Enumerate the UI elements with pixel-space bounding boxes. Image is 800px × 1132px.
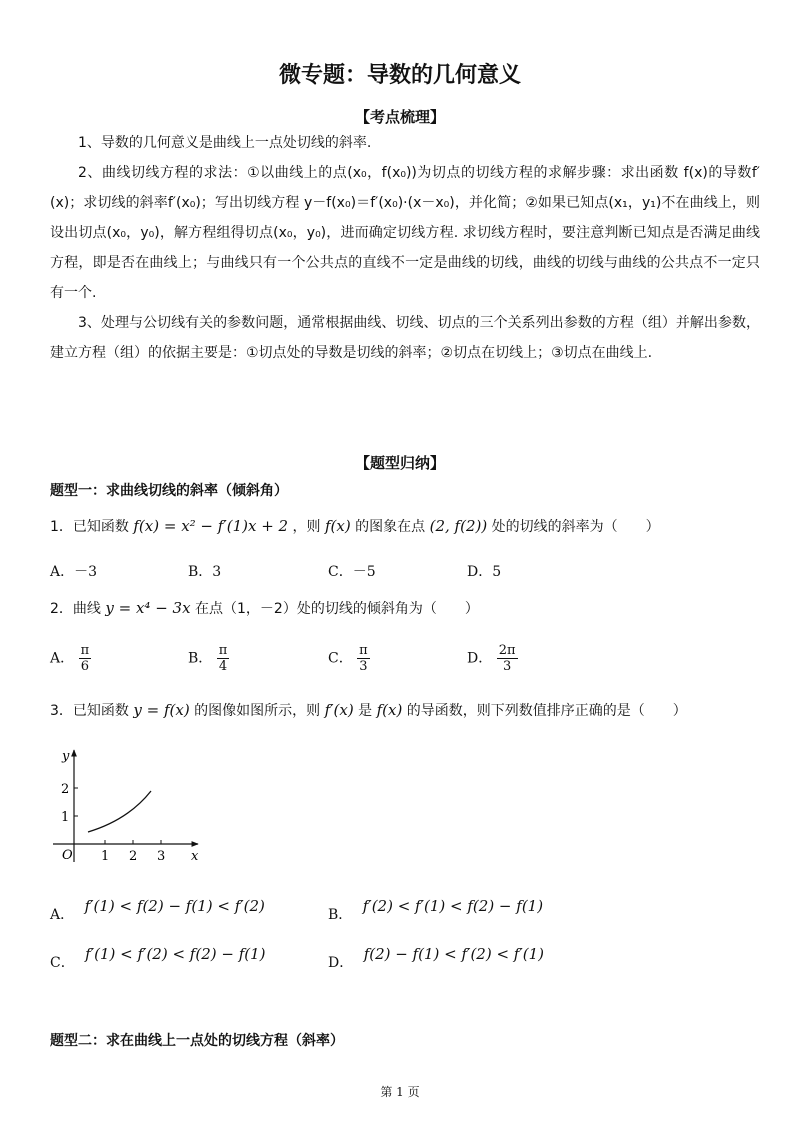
q3-suffix: 的导函数，则下列数值排序正确的是（ ） [406, 703, 687, 719]
q2-option-d-fraction [497, 643, 518, 674]
q2-option-c-fraction [357, 643, 370, 674]
q3-option-d-label: D． [328, 955, 354, 971]
q3-option-b-expr: f′(2) < f′(1) < f(2) − f(1) [362, 897, 544, 915]
q2-option-d-label: D． [467, 650, 493, 667]
q3-prefix: 3．已知函数 [50, 703, 129, 719]
question-3 [50, 700, 687, 720]
question-type-1-heading: 题型一：求曲线切线的斜率（倾斜角） [50, 483, 288, 499]
q1-option-a[interactable]: A．－3 [50, 564, 98, 580]
q3-option-a-expr: f′(1) < f(2) − f(1) < f′(2) [84, 897, 265, 915]
q1-mid1: ，则 [292, 519, 321, 535]
function-curve [88, 791, 151, 832]
q2-d-den: 3 [502, 659, 512, 674]
q3-option-c-expr: f′(1) < f′(2) < f(2) − f(1) [85, 945, 266, 963]
q3-mid2: 是 [358, 703, 373, 719]
q2-formula: y = x⁴ − 3x [105, 599, 191, 617]
q1-option-c[interactable]: C．－5 [328, 564, 376, 580]
summary-point-3: 3、处理与公切线有关的参数问题，通常根据曲线、切线、切点的三个关系列出参数的方程（组）并解出参数，建立方程（组）的依据主要是：①切点处的导数是切线的斜率；②切点在切线上；③切点在曲线上. [50, 315, 760, 361]
summary-point-2: 2、曲线切线方程的求法：①以曲线上的点(x₀，f(x₀))为切点的切线方程的求解步骤：求出函数 f(x)的导数f′(x)；求切线的斜率f′(x₀)；写出切线方程 y－f(x₀)＝f′(x₀)·(x－x₀)，并化简；②如果已知点(x₁，y₁)不在曲线上，则设出切点(x₀，y₀)，解方程组得切点(x₀，y₀)，进而确定切线方程. 求切线方程时，要注意判断已知点是否满足曲线方程，即是否在曲线上；与曲线只有一个公共点的直线不一定是曲线的切线，曲线的切线与曲线的公共点不一定只有一个. [50, 165, 760, 301]
graph-xtick-label-2: 2 [129, 849, 138, 864]
q2-option-c-label: C． [328, 650, 353, 667]
q1-option-d[interactable]: D．5 [467, 564, 502, 580]
q2-suffix: 在点（1，－2）处的切线的倾斜角为（ ） [195, 601, 479, 617]
q2-option-b[interactable] [188, 643, 229, 674]
q2-option-b-label: B． [188, 650, 213, 667]
q3-option-d[interactable] [328, 945, 545, 972]
graph-xtick-label-1: 1 [101, 849, 110, 864]
q2-option-a[interactable] [50, 643, 91, 674]
q2-b-den: 4 [218, 659, 228, 674]
q2-b-num: π [218, 643, 228, 658]
q2-option-b-fraction [217, 643, 230, 674]
q2-option-a-fraction [79, 643, 92, 674]
q3-option-c[interactable] [50, 945, 266, 972]
q3-option-b[interactable] [328, 897, 544, 924]
q3-option-d-expr: f(2) − f(1) < f′(2) < f′(1) [363, 945, 545, 963]
q1-mid2: 的图象在点 [355, 519, 426, 535]
q3-option-a[interactable] [50, 897, 265, 924]
q1-prefix: 1．已知函数 [50, 519, 129, 535]
q3-fx: f(x) [376, 701, 403, 719]
q2-prefix: 2．曲线 [50, 601, 101, 617]
q1-formula: f(x) = x² − f′(1)x + 2 [133, 517, 289, 535]
q3-formula: y = f(x) [133, 701, 190, 719]
q2-a-den: 6 [80, 659, 89, 674]
question-2 [50, 598, 479, 618]
q2-option-d[interactable] [467, 643, 518, 674]
q3-mid1: 的图像如图所示，则 [194, 703, 321, 719]
summary-block [50, 128, 760, 368]
section-heading-kaodian: 【考点梳理】 [354, 108, 445, 126]
graph-xtick-label-3: 3 [157, 849, 166, 864]
q3-option-b-label: B． [328, 907, 353, 923]
q1-point: (2, f(2)) [429, 517, 488, 535]
q2-option-c[interactable] [328, 643, 370, 674]
graph-y-label: y [62, 749, 70, 764]
q1-option-b[interactable]: B．3 [188, 564, 222, 580]
question-1 [50, 516, 660, 536]
graph-x-label: x [191, 849, 199, 864]
question-type-2-heading: 题型二：求在曲线上一点处的切线方程（斜率） [50, 1033, 344, 1049]
q3-option-c-label: C． [50, 955, 75, 971]
graph-ytick-label-2: 2 [61, 782, 70, 797]
q3-function-graph [48, 744, 208, 866]
summary-point-1: 1、导数的几何意义是曲线上一点处切线的斜率. [78, 135, 372, 151]
page-number: 第 1 页 [380, 1085, 420, 1099]
q2-a-num: π [80, 643, 90, 658]
q2-c-den: 3 [359, 659, 368, 674]
q2-d-num: 2π [498, 643, 516, 658]
section-heading-tixing: 【题型归纳】 [354, 454, 445, 472]
page-title: 微专题：导数的几何意义 [278, 63, 521, 88]
q1-fx: f(x) [325, 517, 351, 535]
graph-origin: O [62, 848, 73, 863]
q1-suffix: 处的切线的斜率为（ ） [491, 519, 660, 535]
q2-option-a-label: A． [50, 650, 75, 667]
q3-fpx: f′(x) [324, 701, 354, 719]
graph-ytick-label-1: 1 [61, 810, 70, 825]
q3-option-a-label: A． [50, 907, 75, 923]
q2-c-num: π [359, 643, 368, 658]
